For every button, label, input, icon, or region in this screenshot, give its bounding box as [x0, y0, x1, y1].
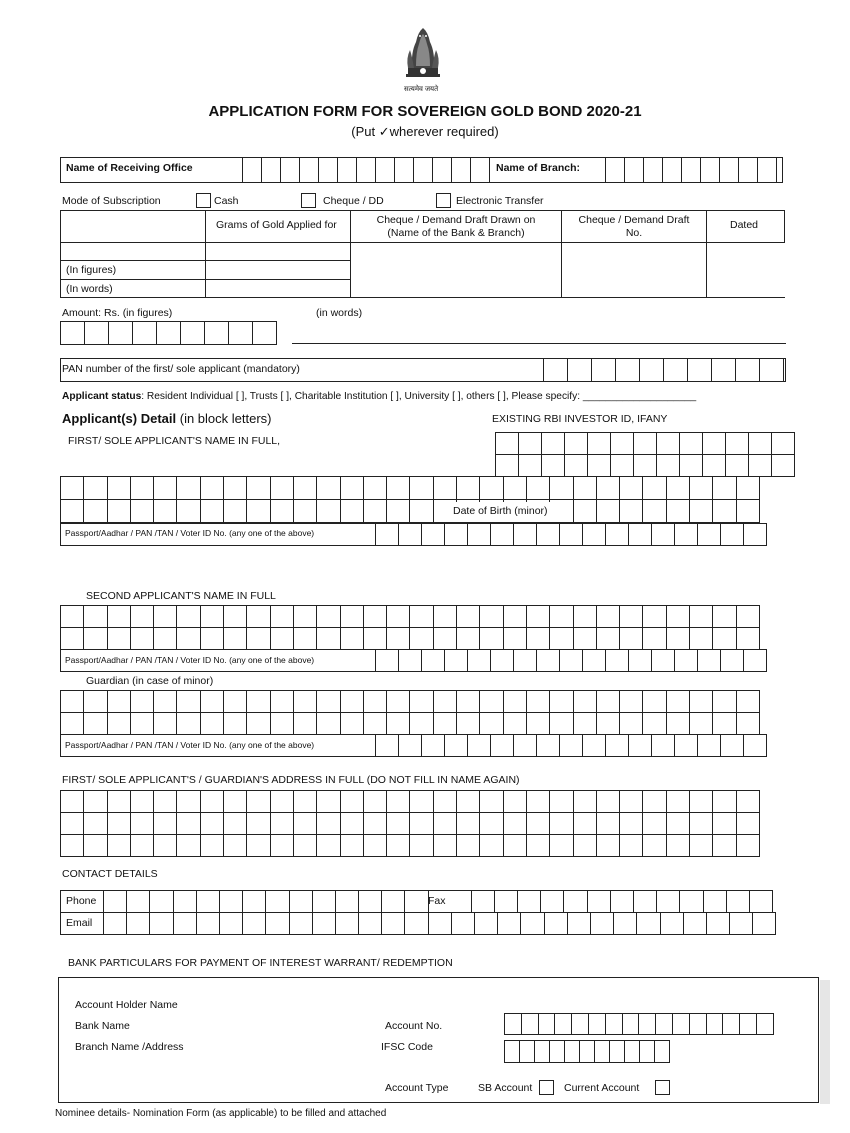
grams-words-field[interactable] — [206, 280, 349, 296]
form-subtitle: (Put ✓wherever required) — [351, 124, 499, 139]
guardian-id-label: Passport/Aadhar / PAN /TAN / Voter ID No. (any one of the above) — [65, 740, 315, 750]
applicant-status-label: Applicant status — [62, 391, 142, 402]
contact-boxes[interactable] — [60, 890, 776, 935]
cheque-no-col-header: Cheque / Demand Draft No. — [578, 214, 690, 240]
current-account-checkbox[interactable] — [655, 1080, 670, 1095]
account-type-label: Account Type — [385, 1082, 449, 1094]
email-label: Email — [66, 917, 93, 929]
phone-label: Phone — [66, 895, 97, 907]
in-figures-label: (In figures) — [66, 264, 117, 276]
contact-heading: CONTACT DETAILS — [62, 868, 158, 880]
form-title: APPLICATION FORM FOR SOVEREIGN GOLD BOND 2020-21 — [208, 103, 642, 120]
first-applicant-name-label: FIRST/ SOLE APPLICANT'S NAME IN FULL, — [68, 435, 281, 447]
current-account-label: Current Account — [564, 1082, 640, 1094]
branch-label: Name of Branch: — [496, 162, 581, 174]
pan-boxes[interactable] — [543, 358, 784, 382]
nominee-note: Nominee details- Nomination Form (as applicable) to be filled and attached — [55, 1108, 387, 1119]
account-no-boxes[interactable] — [504, 1013, 774, 1035]
sb-account-checkbox[interactable] — [539, 1080, 554, 1095]
grams-col-header: Grams of Gold Applied for — [216, 219, 337, 231]
amount-words-line[interactable] — [292, 343, 786, 344]
subscription-label: Mode of Subscription — [62, 195, 161, 207]
in-words-label: (In words) — [66, 283, 113, 295]
receiving-office-boxes[interactable] — [242, 157, 490, 183]
cheque-checkbox[interactable] — [301, 193, 316, 208]
amount-label: Amount: Rs. (in figures) — [62, 307, 173, 319]
applicant-status — [62, 391, 696, 402]
account-holder-label: Account Holder Name — [75, 999, 178, 1011]
cheque-label: Cheque / DD — [323, 195, 384, 207]
bank-name-label: Bank Name — [75, 1020, 130, 1032]
guardian-label: Guardian (in case of minor) — [86, 675, 214, 687]
applicant-detail-heading: Applicant(s) Detail (in block letters) — [62, 411, 272, 426]
rbi-id-label: EXISTING RBI INVESTOR ID, IFANY — [492, 413, 668, 425]
rbi-investor-id-boxes[interactable] — [495, 432, 795, 477]
ifsc-boxes[interactable] — [504, 1040, 670, 1063]
address-label: FIRST/ SOLE APPLICANT'S / GUARDIAN'S ADDRESS IN FULL (DO NOT FILL IN NAME AGAIN) — [62, 774, 520, 786]
pan-label: PAN number of the first/ sole applicant (mandatory) — [62, 363, 300, 375]
account-no-label: Account No. — [385, 1020, 443, 1032]
electronic-label: Electronic Transfer — [456, 195, 544, 207]
emblem-motto: सत्यमेव जयते — [404, 86, 439, 93]
sb-account-label: SB Account — [478, 1082, 533, 1094]
branch-boxes[interactable] — [605, 157, 777, 183]
amount-words-label: (in words) — [316, 307, 363, 319]
branch-address-label: Branch Name /Address — [75, 1041, 184, 1053]
first-applicant-name-boxes[interactable] — [60, 476, 760, 523]
receiving-office-label: Name of Receiving Office — [66, 162, 193, 174]
first-applicant-id-label: Passport/Aadhar / PAN /TAN / Voter ID No. (any one of the above) — [65, 528, 315, 538]
amount-figure-boxes[interactable] — [60, 321, 277, 345]
grams-figures-field[interactable] — [206, 261, 349, 278]
national-emblem — [398, 22, 448, 86]
ifsc-label: IFSC Code — [381, 1041, 433, 1053]
cash-label: Cash — [214, 195, 239, 207]
dated-col-header: Dated — [730, 219, 759, 231]
bank-heading: BANK PARTICULARS FOR PAYMENT OF INTEREST WARRANT/ REDEMPTION — [68, 957, 453, 969]
second-applicant-id-label: Passport/Aadhar / PAN /TAN / Voter ID No. (any one of the above) — [65, 655, 315, 665]
cheque-bank-col-header: Cheque / Demand Draft Drawn on (Name of the Bank & Branch) — [376, 214, 536, 240]
dob-label: Date of Birth (minor) — [450, 502, 551, 522]
applicant-status-options: : Resident Individual [ ], Trusts [ ], Charitable Institution [ ], University [ ], others [ ], Please specify: ____________________ — [141, 391, 697, 402]
cash-checkbox[interactable] — [196, 193, 211, 208]
second-applicant-name-label: SECOND APPLICANT'S NAME IN FULL — [86, 590, 276, 602]
address-boxes[interactable] — [60, 790, 760, 857]
electronic-checkbox[interactable] — [436, 193, 451, 208]
fax-label: Fax — [428, 895, 446, 907]
